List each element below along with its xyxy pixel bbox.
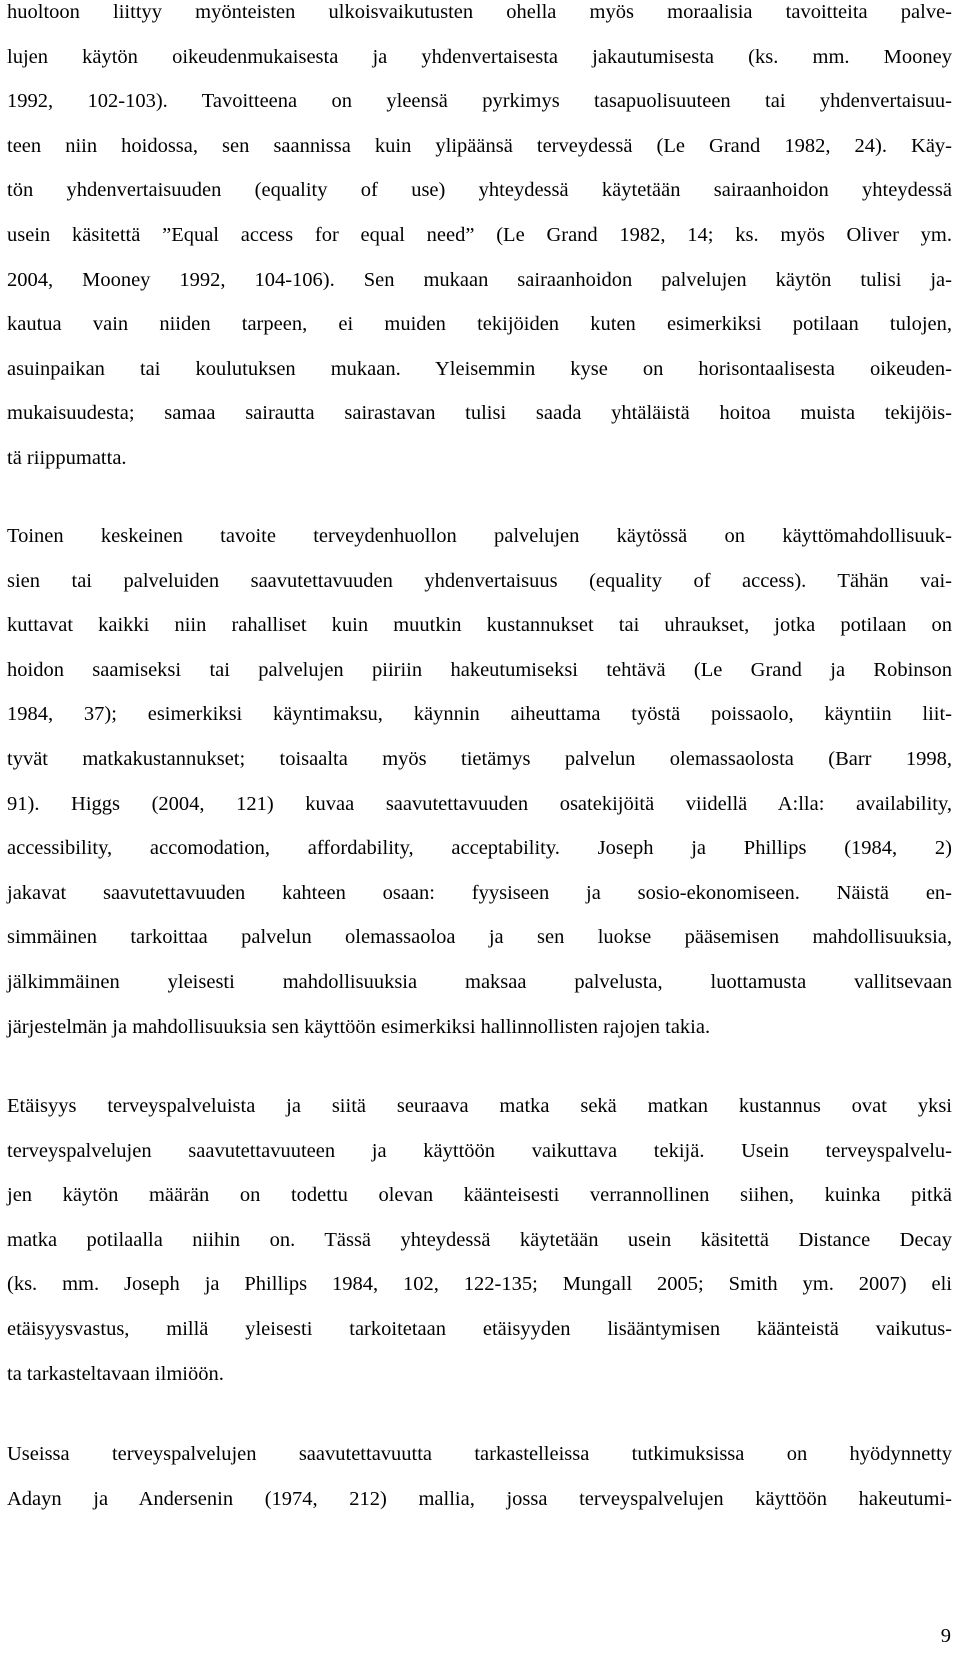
text-line: Adayn ja Andersenin (1974, 212) mallia, jossa terveyspalvelujen käyttöön hakeutumi- (7, 1487, 952, 1510)
text-line: usein käsitettä ”Equal access for equal need” (Le Grand 1982, 14; ks. myös Oliver ym. (7, 223, 952, 246)
text-line: hoidon saamiseksi tai palvelujen piiriin hakeutumiseksi tehtävä (Le Grand ja Robinson (7, 658, 952, 681)
paragraph-4 (7, 1432, 952, 1521)
text-line: jälkimmäinen yleisesti mahdollisuuksia maksaa palvelusta, luottamusta vallitsevaan (7, 970, 952, 993)
text-line: (ks. mm. Joseph ja Phillips 1984, 102, 122-135; Mungall 2005; Smith ym. 2007) eli (7, 1273, 952, 1296)
text-line: kuttavat kaikki niin rahalliset kuin muutkin kustannukset tai uhraukset, jotka potilaan on (7, 614, 952, 637)
text-line: accessibility, accomodation, affordability, acceptability. Joseph ja Phillips (1984, 2) (7, 837, 952, 860)
text-line: tön yhdenvertaisuuden (equality of use) yhteydessä käytetään sairaanhoidon yhteydessä (7, 179, 952, 202)
text-line: kautua vain niiden tarpeen, ei muiden tekijöiden kuten esimerkiksi potilaan tulojen, (7, 313, 952, 336)
text-line: jen käytön määrän on todettu olevan käänteisesti verrannollinen siihen, kuinka pitkä (7, 1184, 952, 1207)
text-line: 91). Higgs (2004, 121) kuvaa saavutettavuuden osatekijöitä viidellä A:lla: availability, (7, 792, 952, 815)
text-line: 1984, 37); esimerkiksi käyntimaksu, käynnin aiheuttama työstä poissaolo, käyntiin liit- (7, 703, 952, 726)
paragraph-3 (7, 1084, 952, 1396)
paragraph-1 (7, 0, 952, 481)
text-line: matka potilaalla niihin on. Tässä yhteydessä käytetään usein käsitettä Distance Decay (7, 1228, 952, 1251)
text-line: tä riippumatta. (7, 446, 127, 469)
text-line: Etäisyys terveyspalveluista ja siitä seuraava matka sekä matkan kustannus ovat yksi (7, 1095, 952, 1117)
text-line: mukaisuudesta; samaa sairautta sairastavan tulisi saada yhtäläistä hoitoa muista tekijöis- (7, 402, 952, 425)
text-line: asuinpaikan tai koulutuksen mukaan. Yleisemmin kyse on horisontaalisesta oikeuden- (7, 357, 952, 380)
page-number: 9 (940, 1625, 951, 1647)
text-line: järjestelmän ja mahdollisuuksia sen käyttöön esimerkiksi hallinnollisten rajojen takia. (7, 1015, 711, 1038)
text-line: Toinen keskeinen tavoite terveydenhuollon palvelujen käytössä on käyttömahdollisuuk- (7, 525, 952, 547)
text-line: tyvät matkakustannukset; toisaalta myös tietämys palvelun olemassaolosta (Barr 1998, (7, 747, 952, 770)
text-line: 1992, 102-103). Tavoitteena on yleensä pyrkimys tasapuolisuuteen tai yhdenvertaisuu- (7, 90, 952, 113)
text-line: 2004, Mooney 1992, 104-106). Sen mukaan sairaanhoidon palvelujen käytön tulisi ja- (7, 268, 952, 291)
text-line: ta tarkasteltavaan ilmiöön. (7, 1362, 224, 1385)
text-line: simmäinen tarkoittaa palvelun olemassaoloa ja sen luokse pääsemisen mahdollisuuksia, (7, 926, 952, 949)
text-line: terveyspalvelujen saavutettavuuteen ja käyttöön vaikuttava tekijä. Usein terveyspalvelu- (7, 1139, 952, 1162)
text-line: huoltoon liittyy myönteisten ulkoisvaikutusten ohella myös moraalisia tavoitteita palve- (7, 1, 952, 23)
text-line: lujen käytön oikeudenmukaisesta ja yhdenvertaisesta jakautumisesta (ks. mm. Mooney (7, 45, 952, 68)
text-line: teen niin hoidossa, sen saannissa kuin ylipäänsä terveydessä (Le Grand 1982, 24). Käy- (7, 134, 952, 157)
text-line: etäisyysvastus, millä yleisesti tarkoitetaan etäisyyden lisääntymisen käänteistä vaikutus- (7, 1317, 952, 1340)
paragraph-2 (7, 514, 952, 1049)
text-line: Useissa terveyspalvelujen saavutettavuutta tarkastelleissa tutkimuksissa on hyödynnetty (7, 1443, 952, 1465)
text-line: sien tai palveluiden saavutettavuuden yhdenvertaisuus (equality of access). Tähän vai- (7, 569, 952, 592)
text-line: jakavat saavutettavuuden kahteen osaan: fyysiseen ja sosio-ekonomiseen. Näistä en- (7, 881, 952, 904)
